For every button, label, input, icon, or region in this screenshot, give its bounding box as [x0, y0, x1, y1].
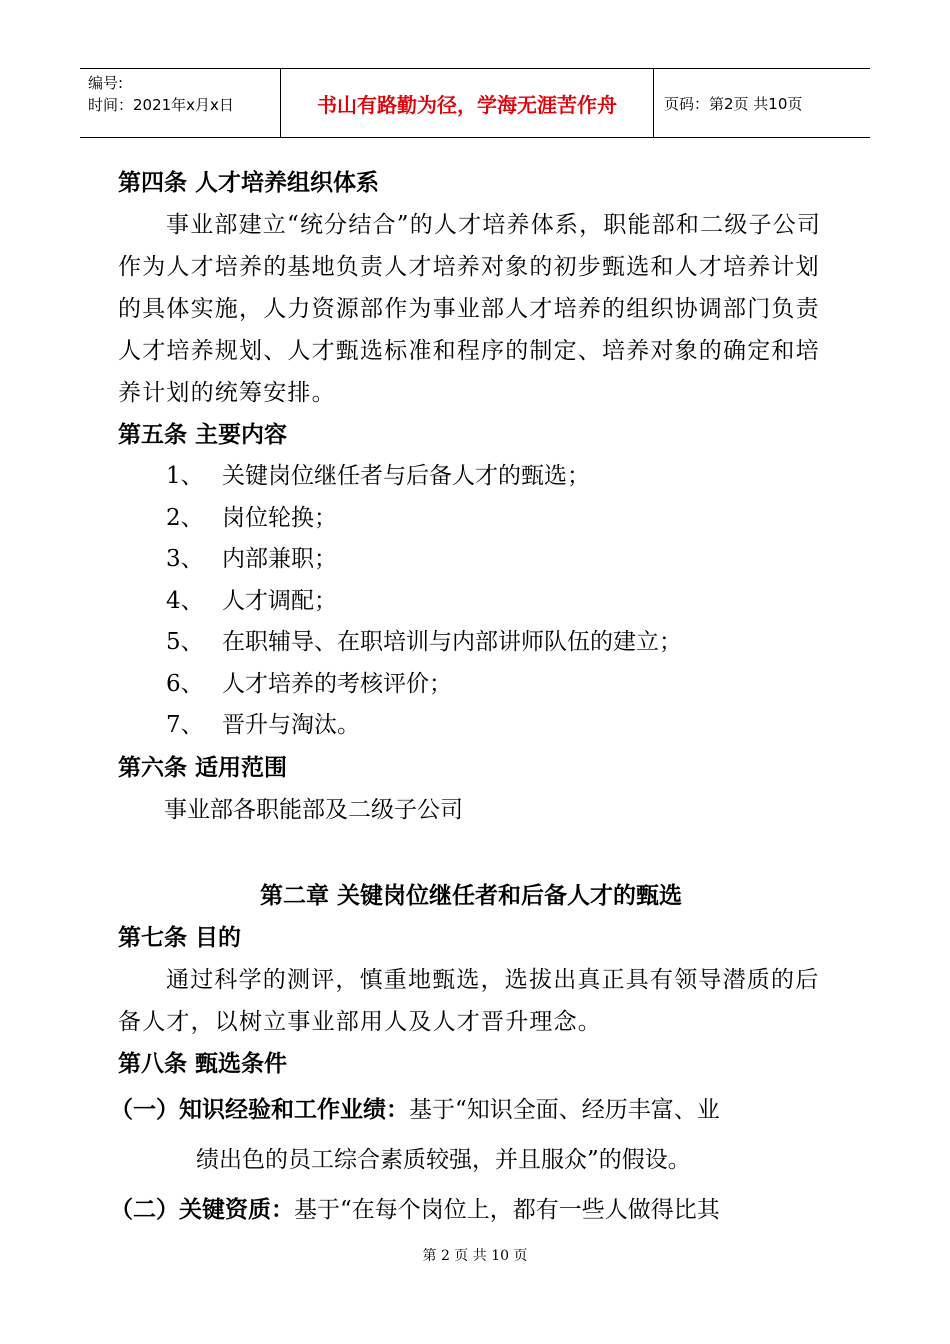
- condition-2: [110, 1185, 838, 1235]
- condition-1-label: （一）知识经验和工作业绩：: [110, 1096, 409, 1123]
- article6-heading: 第六条 适用范围: [118, 754, 288, 781]
- page-header: [80, 68, 870, 138]
- article4-text: 事业部建立“统分结合”的人才培养体系，职能部和二级子公司作为人才培养的基地负责人才培养对象的初步甄选和人才培养计划的具体实施，人力资源部作为事业部人才培养的组织协调部门负责人才培养规划、人才甄选标准和程序的制定、培养对象的确定和培养计划的统筹安排。: [118, 212, 822, 406]
- condition-1-text: 基于“知识全面、经历丰富、业: [409, 1096, 720, 1123]
- list-item: 3、 内部兼职；: [166, 546, 337, 572]
- header-info: [80, 69, 280, 137]
- list-item: 2、 岗位轮换；: [166, 504, 337, 531]
- list-item: 7、 晋升与淘汰。: [166, 712, 360, 738]
- doc-time-label: 时间：2021年x月x日: [88, 96, 234, 114]
- chapter2-title: 第二章 关键岗位继任者和后备人才的甄选: [259, 882, 682, 909]
- article7-text: 通过科学的测评，慎重地甄选，选拔出真正具有领导潜质的后备人才，以树立事业部用人及人才晋升理念。: [118, 966, 820, 1035]
- article8-heading: 第八条 甄选条件: [118, 1050, 288, 1077]
- page-footer: 第 2 页 共 10 页: [422, 1248, 528, 1264]
- document-body: [110, 162, 838, 1235]
- article4-heading: 第四条 人才培养组织体系: [118, 170, 380, 196]
- article6-text: 事业部各职能部及二级子公司: [164, 796, 463, 823]
- list-item: 1、 关键岗位继任者与后备人才的甄选；: [166, 463, 590, 489]
- header-page-info: 页码：第2页 共10页: [664, 94, 803, 113]
- list-item: 6、 人才培养的考核评价；: [166, 670, 452, 697]
- article5-heading: 第五条 主要内容: [118, 422, 288, 448]
- condition-1-continued: 绩出色的员工综合素质较强，并且服众”的假设。: [196, 1146, 691, 1173]
- condition-2-text: 基于“在每个岗位上，都有一些人做得比其: [294, 1196, 720, 1223]
- article5-list: [118, 456, 838, 747]
- doc-number-label: 编号:: [88, 74, 124, 92]
- article7-heading: 第七条 目的: [118, 924, 242, 951]
- list-item: 4、 人才调配；: [166, 587, 337, 614]
- condition-2-label: （二）关键资质：: [110, 1196, 294, 1223]
- condition-1: [110, 1085, 838, 1135]
- header-motto: 书山有路勤为径，学海无涯苦作舟: [280, 69, 654, 137]
- list-item: 5、 在职辅导、在职培训与内部讲师队伍的建立；: [166, 629, 682, 655]
